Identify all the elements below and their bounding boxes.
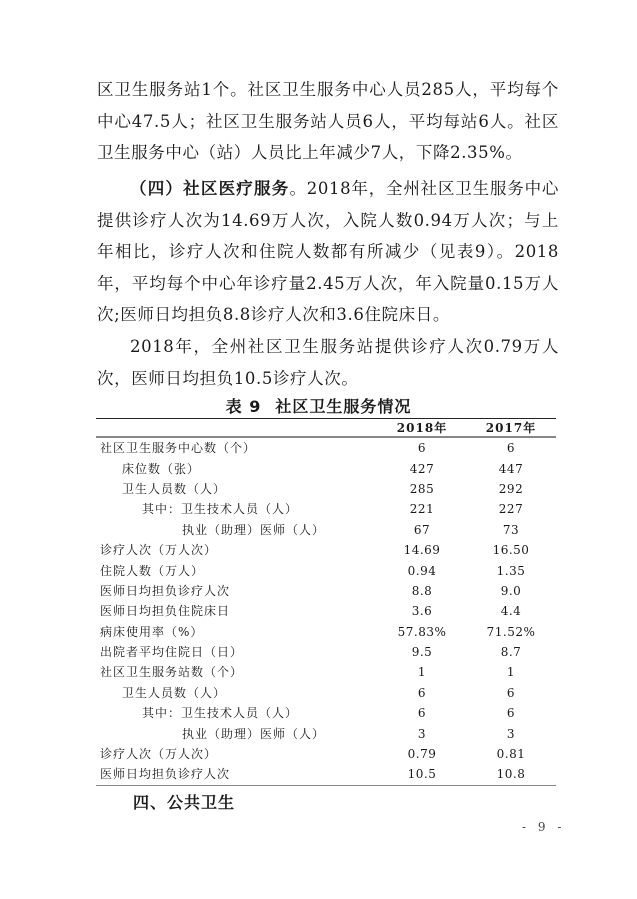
value-2017: 1.35 (496, 563, 526, 578)
value-2017: 1 (506, 665, 516, 680)
value-2018: 67 (413, 522, 431, 537)
table-row (96, 683, 556, 703)
row-label: 医师日均担负诊疗人次 (100, 583, 231, 598)
value-2017: 6 (506, 441, 516, 456)
table-caption (0, 394, 637, 417)
row-label: 其中：卫生技术人员（人） (142, 706, 299, 721)
table-row (96, 622, 556, 642)
value-2018: 1 (417, 665, 427, 680)
value-2018: 0.79 (407, 747, 437, 762)
section-heading: 四、公共卫生 (133, 793, 236, 812)
value-2017: 10.8 (466, 764, 556, 785)
value-2017: 16.50 (492, 543, 530, 558)
table-row (96, 499, 556, 519)
value-2018: 3 (417, 726, 427, 741)
value-2018: 3.6 (411, 604, 433, 619)
value-2017: 4.4 (500, 604, 522, 619)
value-2018: 285 (409, 481, 435, 496)
value-2018: 6 (417, 441, 427, 456)
table-row (96, 437, 556, 458)
value-2018: 57.83% (397, 624, 447, 639)
table-row (96, 723, 556, 743)
row-label: 其中：卫生技术人员（人） (142, 502, 299, 517)
value-2017: 6 (506, 706, 516, 721)
table-row (96, 744, 556, 764)
row-label: 执业（助理）医师（人） (182, 522, 326, 537)
table-body (96, 437, 556, 785)
table-row (96, 520, 556, 540)
value-2017: 0.81 (496, 747, 526, 762)
value-2017: 9.0 (500, 583, 522, 598)
table-row (96, 560, 556, 580)
row-label: 医师日均担负诊疗人次 (96, 764, 378, 785)
paragraph-community-medical-service (97, 173, 559, 331)
table-title: 社区卫生服务情况 (275, 397, 412, 416)
table-row (96, 581, 556, 601)
value-2018: 0.94 (407, 563, 437, 578)
header-2017: 2017年 (466, 419, 556, 438)
row-label: 社区卫生服务站数（个） (100, 665, 244, 680)
value-2018: 6 (417, 706, 427, 721)
row-label: 病床使用率（%） (100, 624, 204, 639)
header-label (96, 419, 378, 438)
table-row (96, 764, 556, 785)
value-2017: 6 (506, 685, 516, 700)
header-2018: 2018年 (378, 419, 466, 438)
value-2017: 3 (506, 726, 516, 741)
row-label: 诊疗人次（万人次） (100, 747, 218, 762)
value-2017: 73 (502, 522, 520, 537)
table-row (96, 540, 556, 560)
value-2017: 292 (498, 481, 524, 496)
value-2018: 8.8 (411, 583, 433, 598)
row-label: 床位数（张） (122, 461, 201, 476)
row-label: 卫生人员数（人） (122, 685, 227, 700)
table-row (96, 479, 556, 499)
row-label: 卫生人员数（人） (122, 481, 227, 496)
table-row (96, 703, 556, 723)
community-health-table (96, 418, 556, 786)
table-row (96, 458, 556, 478)
value-2018: 10.5 (378, 764, 466, 785)
paragraph-staff-summary: 区卫生服务站1个。社区卫生服务中心人员285人，平均每个中心47.5人；社区卫生服务站人员6人，平均每站6人。社区卫生服务中心（站）人员比上年减少7人，下降2.35%。 (97, 80, 559, 162)
subsection-heading: （四）社区医疗服务 (130, 179, 290, 198)
page-number: - 9 - (522, 820, 566, 834)
value-2018: 6 (417, 685, 427, 700)
value-2018: 9.5 (411, 645, 433, 660)
row-label: 社区卫生服务中心数（个） (100, 441, 257, 456)
table-row (96, 601, 556, 621)
table-row (96, 662, 556, 682)
value-2018: 221 (409, 502, 435, 517)
paragraph-service-station: 2018年，全州社区卫生服务站提供诊疗人次0.79万人次，医师日均担负10.5诊疗人次。 (97, 337, 559, 388)
table-number: 表 9 (225, 397, 262, 416)
row-label: 医师日均担负住院床日 (100, 604, 231, 619)
paragraph-body: 。2018年，全州社区卫生服务中心提供诊疗人次为14.69万人次，入院人数0.94万人次；与上年相比，诊疗人次和住院人数都有所减少（见表9）。2018年，平均每个中心年诊疗量2.45万人次，年入院量0.15万人次;医师日均担负8.8诊疗人次和3.6住院床日。 (97, 179, 559, 324)
value-2017: 447 (498, 461, 524, 476)
table-row (96, 642, 556, 662)
value-2018: 427 (409, 461, 435, 476)
table-header-row (96, 419, 556, 438)
value-2017: 8.7 (500, 645, 522, 660)
value-2017: 227 (498, 502, 524, 517)
row-label: 出院者平均住院日（日） (100, 645, 244, 660)
value-2017: 71.52% (486, 624, 536, 639)
row-label: 执业（助理）医师（人） (182, 726, 326, 741)
row-label: 住院人数（万人） (100, 563, 205, 578)
value-2018: 14.69 (403, 543, 441, 558)
row-label: 诊疗人次（万人次） (100, 543, 218, 558)
